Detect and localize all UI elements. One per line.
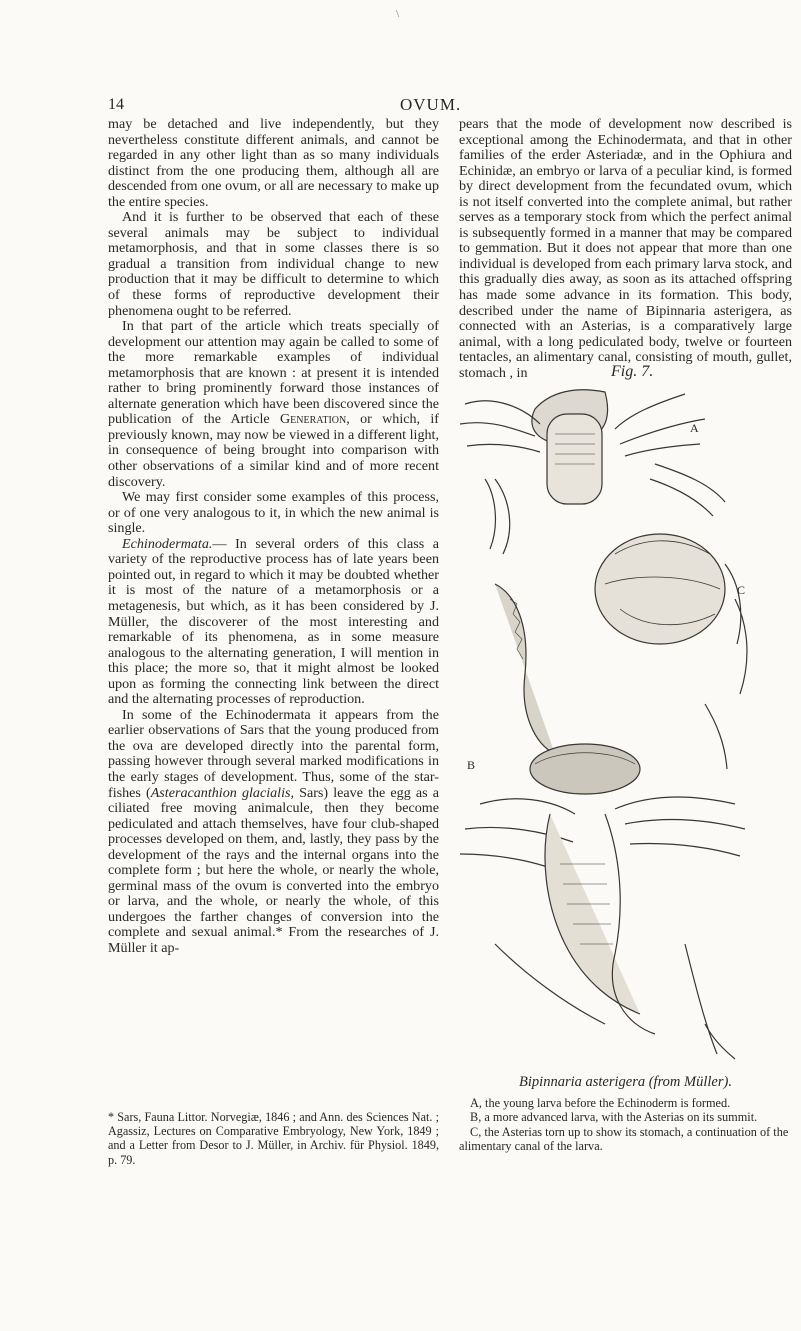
figure-letter-b: B bbox=[467, 758, 476, 772]
paragraph: Echinodermata.— In several orders of this class a variety of the reproductive process has of late years been pointed out, in regard to which it may be doubted whether it is most of the nature of a metamorphosis or a metagenesis, but which, as it has been considered by J. Müller, the discoverer of the most interesting and remarkable of its phenomena, as in some measure analogous to the alternating generation, I will mention in this place; the more so, that it might almost be looked upon as forming the connecting link between the direct and the alternating processes of reproduction. bbox=[108, 535, 440, 708]
paragraph: In that part of the article which treats specially of development our attention may again be called to some of the more remarkable examples of individual metamorphosis that are known : at present it is intended rather to bring prominently forward those instances of alternate generation which have been discovered since the publication of the Article Generation, or which, if previously known, may now be viewed in a different light, in consequence of being brought into comparison with other observations of a similar kind and of more recent discovery. bbox=[108, 318, 439, 490]
smallcaps-term: Generation bbox=[279, 411, 347, 428]
footnote: * Sars, Fauna Littor. Norvegiæ, 1846 ; and Ann. des Sciences Nat. ; Agassiz, Lectures on Comparative Embryology, New York, 1849 ; and a Letter from Desor to J. Müller, in Archiv. für Physiol. 1849, p. 79. bbox=[108, 1110, 439, 1167]
left-column bbox=[108, 117, 439, 957]
paragraph: pears that the mode of development now described is exceptional among the Echinodermata, and that in other families of the erder Asteriadæ, and in the Ophiura and Echinidæ, an embryo or larva of a peculiar kind, is formed by direct development from the fecundated ovum, which is not itself converted into the complete animal, but rather serves as a temporary stock from which the perfect animal is subsequently formed in a manner that may be compared to gemmation. But it does not appear that more than one individual is developed from each primary larva stock, and this gradually dies away, as soon as its attached offspring has made some advance in its formation. This body, described under the name of Bipinnaria asterigera, as connected with an Asterias, is a comparatively large animal, with a long pediculated body, twelve or fourteen tentacles, an alimentary canal, consisting of mouth, gullet, stomach , in bbox=[459, 116, 792, 381]
paragraph: And it is further to be observed that each of these several animals may be subject to individual metamorphosis, and that in some classes there is so gradual a transition from individual change to new production that it may be difficult to determine to which of these forms of reproductive development their phenomena ought to be referred. bbox=[108, 209, 439, 319]
section-heading: Echinodermata. bbox=[122, 535, 213, 552]
paragraph: In some of the Echinodermata it appears from the earlier observations of Sars that the young produced from the ova are developed directly into the parental form, passing however through several marked modifications in the early stages of development. Thus, some of the star-fishes (Asteracanthion glacialis, Sars) leave the egg as a ciliated free moving animalcule, then they become pediculated and attach themselves, have four club-shaped processes developed on them, and, lastly, they pass by the development of the rays and the internal organs into the complete form ; but here the whole, or nearly the whole, germinal mass of the ovum is converted into the embryo or larva, and the whole, or nearly the whole, of this undergoes the farther changes of conversion into the complete and sexual animal.* From the researches of J. Müller it ap- bbox=[108, 706, 439, 956]
legend-item: B, a more advanced larva, with the Asterias on its summit. bbox=[470, 1110, 758, 1125]
figure-legend bbox=[459, 1096, 792, 1153]
page-number: 14 bbox=[108, 96, 124, 113]
figure-letter-a: A bbox=[690, 421, 699, 435]
bipinnaria-illustration bbox=[455, 384, 760, 1069]
species-name: Asteracanthion glacialis, bbox=[150, 784, 295, 801]
figure-label: Fig. 7. bbox=[611, 363, 654, 380]
paragraph: may be detached and live independently, but they nevertheless constitute different animals, and cannot be regarded in any other light than as so many individuals distinct from the one producing them, although all are descended from one ovum, or all are necessary to make up the entire species. bbox=[108, 116, 439, 210]
legend-item: C, the Asterias torn up to show its stomach, a continuation of the alimentary canal of the larva. bbox=[459, 1124, 789, 1153]
corner-mark: \ bbox=[396, 8, 400, 20]
figure-caption: Bipinnaria asterigera (from Müller). bbox=[519, 1074, 732, 1090]
legend-item: A, the young larva before the Echinoderm is formed. bbox=[470, 1096, 731, 1110]
running-title: OVUM. bbox=[400, 95, 462, 114]
figure-letter-c: C bbox=[737, 583, 746, 597]
paragraph: We may first consider some examples of this process, or of one very analogous to it, in which the new animal is single. bbox=[108, 489, 439, 537]
right-column bbox=[459, 117, 792, 381]
